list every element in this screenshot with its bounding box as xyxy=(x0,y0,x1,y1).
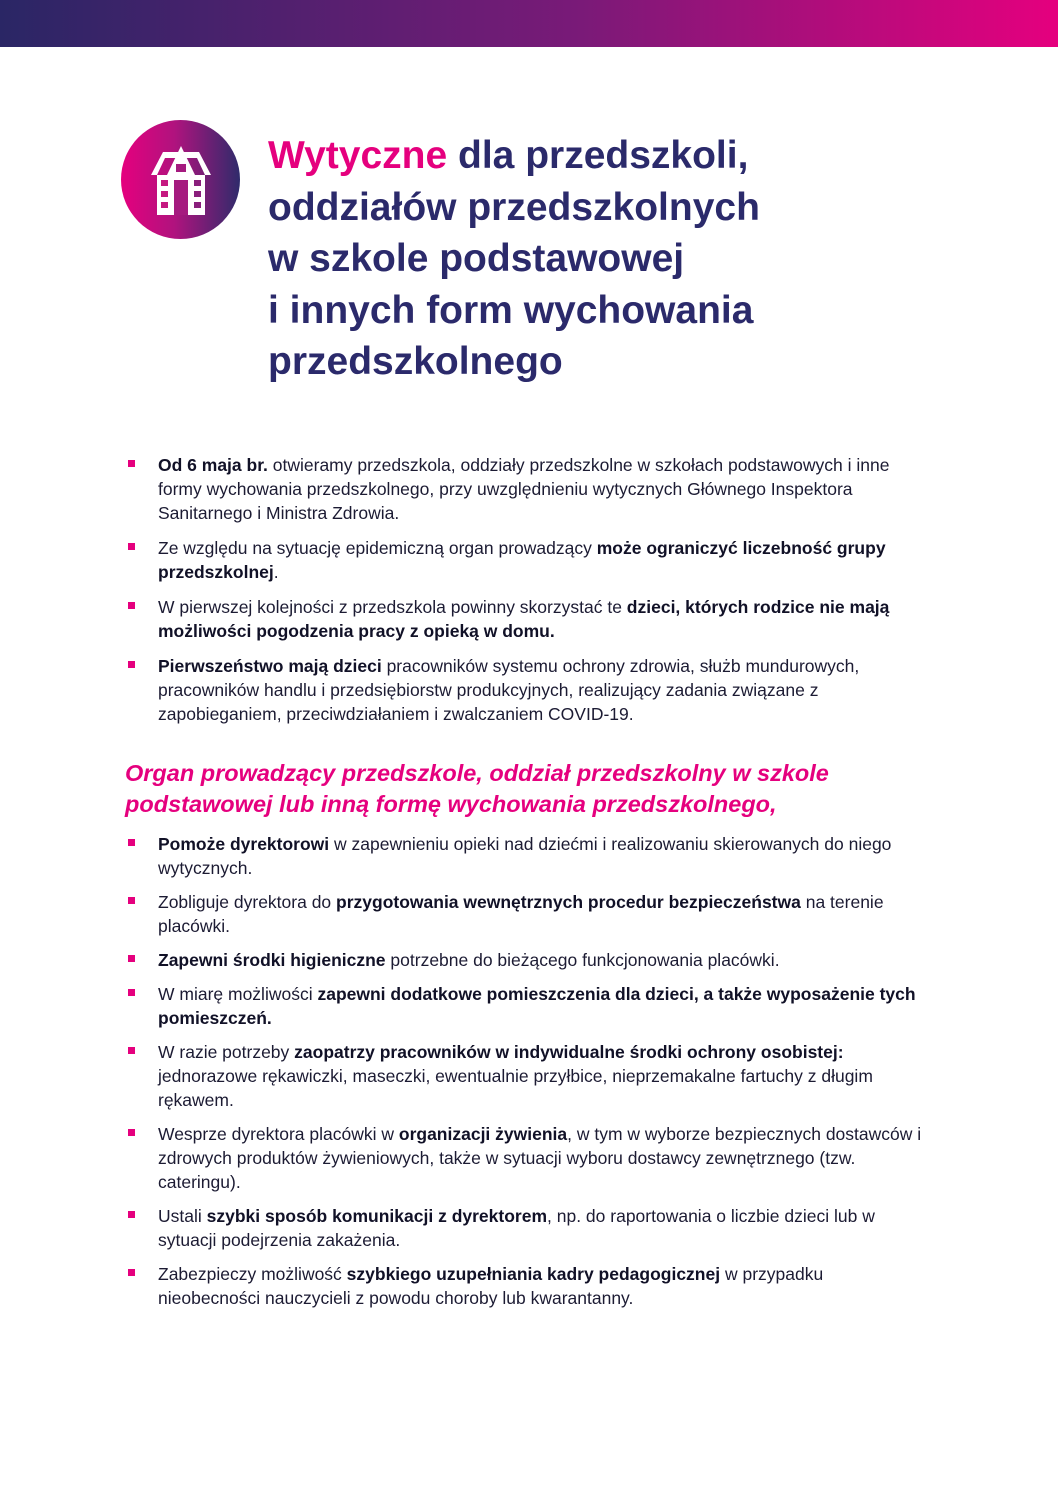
bullet-icon xyxy=(128,602,135,609)
bold-text: zapewni dodatkowe pomieszczenia dla dzieci, a także wyposażenie tych pomieszczeń. xyxy=(158,984,916,1028)
top-gradient-bar xyxy=(0,0,1058,47)
item-text: potrzebne do bieżącego funkcjonowania placówki. xyxy=(385,950,780,970)
bold-text: Pierwszeństwo mają dzieci xyxy=(158,656,382,676)
item-text: Zobliguje dyrektora do xyxy=(158,892,337,912)
item-text: W razie potrzeby xyxy=(158,1042,295,1062)
bold-text: Pomoże dyrektorowi xyxy=(158,834,330,854)
item-text: Wesprze dyrektora placówki w xyxy=(158,1124,399,1144)
bold-text: dzieci, których rodzice nie mają możliwości pogodzenia pracy z opieką w domu. xyxy=(158,597,890,641)
heading-line2: podstawowej lub inną formę wychowania przedszkolnego, xyxy=(125,791,777,817)
title-accent: Wytyczne xyxy=(268,134,448,177)
bullet-icon xyxy=(128,661,135,668)
item-text: w przypadku nieobecności nauczycieli z powodu choroby lub kwarantanny. xyxy=(158,1264,824,1308)
item-text: pracowników systemu ochrony zdrowia, służb mundurowych, pracowników handlu i przedsiębiorstw produkcyjnych, realizujący zadania związane z zapobieganiem, przeciwdziałaniem i zwalczaniem COVID-19. xyxy=(158,656,860,724)
item-text: Ustali xyxy=(158,1206,207,1226)
list-item xyxy=(128,832,928,880)
item-text: W pierwszej kolejności z przedszkola powinny skorzystać te xyxy=(158,597,627,617)
bullet-icon xyxy=(128,1129,135,1136)
page-title xyxy=(268,130,968,388)
list-item xyxy=(128,453,928,525)
title-line5: przedszkolnego xyxy=(268,340,563,383)
item-text: jednorazowe rękawiczki, maseczki, ewentualnie przyłbice, nieprzemakalne fartuchy z długim rękawem. xyxy=(158,1066,873,1110)
list-item xyxy=(128,948,928,972)
bullet-icon xyxy=(128,1211,135,1218)
bullet-icon xyxy=(128,897,135,904)
bold-text: przygotowania wewnętrznych procedur bezpieczeństwa xyxy=(336,892,801,912)
title-line1-rest: dla przedszkoli, xyxy=(447,134,749,177)
bullet-icon xyxy=(128,989,135,996)
title-line4: i innych form wychowania xyxy=(268,288,754,332)
heading-line1: Organ prowadzący przedszkole, oddział przedszkolny w szkole xyxy=(125,760,829,786)
bullet-icon xyxy=(128,543,135,550)
bold-text: szybki sposób komunikacji z dyrektorem xyxy=(206,1206,548,1226)
bullet-icon xyxy=(128,1269,135,1276)
school-building-icon xyxy=(121,120,240,239)
list-item xyxy=(128,982,928,1030)
item-text: w zapewnieniu opieki nad dziećmi i realizowaniu skierowanych do niego wytycznych. xyxy=(158,834,892,878)
bullet-icon xyxy=(128,460,135,467)
list-item xyxy=(128,536,928,584)
bold-text: zaopatrzy pracowników w indywidualne środki ochrony osobistej: xyxy=(294,1042,844,1062)
bold-text: Zapewni środki higieniczne xyxy=(158,950,386,970)
item-text: , np. do raportowania o liczbie dzieci lub w sytuacji podejrzenia zakażenia. xyxy=(158,1206,875,1250)
intro-list xyxy=(128,453,928,737)
list-item xyxy=(128,595,928,643)
bold-text: szybkiego uzupełniania kadry pedagogicznej xyxy=(346,1264,721,1284)
bold-text: Od 6 maja br. xyxy=(158,455,268,475)
bullet-icon xyxy=(128,839,135,846)
list-item xyxy=(128,1122,928,1194)
item-text: otwieramy przedszkola, oddziały przedszkolne w szkołach podstawowych i inne formy wychowania przedszkolnego, przy uwzględnieniu wytycznych Głównego Inspektora Sanitarnego i Ministra Zdrowia. xyxy=(158,455,890,523)
item-text: W miarę możliwości xyxy=(158,984,318,1004)
item-text: na terenie placówki. xyxy=(158,892,884,936)
list-item xyxy=(128,1262,928,1310)
bold-text: organizacji żywienia xyxy=(398,1124,568,1144)
item-text: Ze względu na sytuację epidemiczną organ prowadzący xyxy=(158,538,597,558)
bullet-icon xyxy=(128,1047,135,1054)
list-item xyxy=(128,1204,928,1252)
bullet-icon xyxy=(128,955,135,962)
item-text: . xyxy=(273,562,279,582)
title-line2: oddziałów przedszkolnych xyxy=(268,185,760,229)
title-line3: w szkole podstawowej xyxy=(268,237,685,280)
organ-duties-list xyxy=(128,832,928,1320)
list-item xyxy=(128,890,928,938)
logo-badge xyxy=(121,120,240,239)
list-item xyxy=(128,1040,928,1112)
list-item xyxy=(128,654,928,726)
section-heading xyxy=(125,758,965,820)
bold-text: może ograniczyć liczebność grupy przedszkolnej xyxy=(158,538,886,582)
item-text: Zabezpieczy możliwość xyxy=(158,1264,347,1284)
item-text: , w tym w wyborze bezpiecznych dostawców i zdrowych produktów żywieniowych, także w sytuacji wyboru dostawcy zewnętrznego (tzw. cateringu). xyxy=(158,1124,922,1192)
